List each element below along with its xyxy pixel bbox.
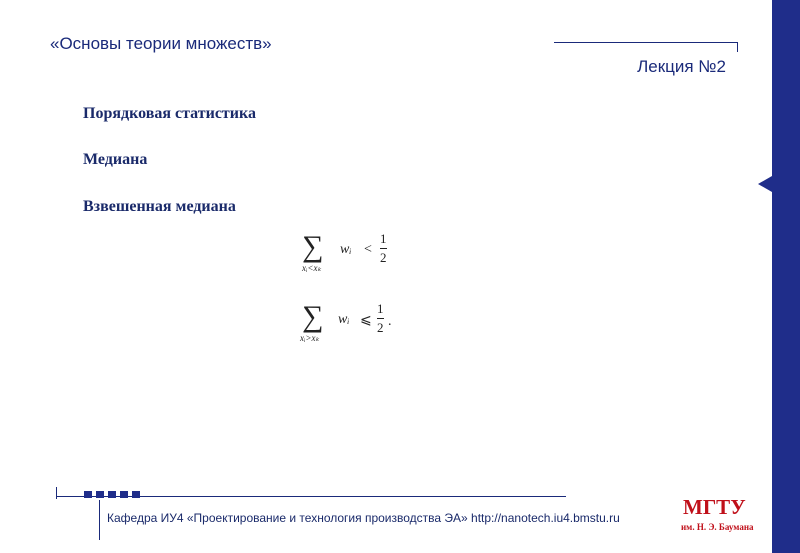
footer-department-text: Кафедра ИУ4 «Проектирование и технология производства ЭА» http://nanotech.iu4.bmstu.ru bbox=[107, 511, 620, 525]
sum-symbol: ∑ bbox=[302, 230, 324, 263]
university-logo-title: МГТУ bbox=[683, 495, 746, 519]
sum-subscript: xᵢ>xₖ bbox=[300, 333, 320, 343]
sum-symbol: ∑ bbox=[302, 300, 324, 333]
footer-square-1 bbox=[84, 491, 92, 498]
item-weighted-median: Взвешенная медиана bbox=[83, 198, 236, 215]
weight-term: wᵢ bbox=[340, 242, 352, 257]
weight-term: wᵢ bbox=[338, 312, 350, 327]
footer-text-divider bbox=[99, 500, 100, 540]
fraction-half bbox=[377, 301, 384, 336]
side-arrow-marker bbox=[758, 176, 772, 192]
fraction-half bbox=[380, 231, 387, 266]
fraction-denominator: 2 bbox=[377, 320, 384, 335]
footer-square-2 bbox=[96, 491, 104, 498]
course-title: «Основы теории множеств» bbox=[50, 34, 272, 53]
fraction-denominator: 2 bbox=[380, 250, 387, 265]
lecture-label: Лекция №2 bbox=[637, 57, 726, 76]
sum-subscript: xᵢ<xₖ bbox=[302, 263, 322, 273]
header-divider-tick bbox=[737, 42, 738, 52]
header-divider bbox=[554, 42, 738, 43]
fraction-numerator: 1 bbox=[380, 231, 387, 246]
footer-square-5 bbox=[132, 491, 140, 498]
formula-period: . bbox=[388, 314, 392, 329]
relation-sign: < bbox=[364, 242, 372, 257]
side-accent-bar bbox=[772, 0, 800, 553]
fraction-numerator: 1 bbox=[377, 301, 384, 316]
item-median: Медиана bbox=[83, 151, 148, 168]
university-logo-subtitle: им. Н. Э. Баумана bbox=[681, 522, 754, 532]
footer-square-3 bbox=[108, 491, 116, 498]
footer-left-tick bbox=[56, 487, 57, 499]
relation-sign: ⩽ bbox=[360, 313, 372, 328]
item-order-statistic: Порядковая статистика bbox=[83, 105, 256, 122]
footer-square-4 bbox=[120, 491, 128, 498]
